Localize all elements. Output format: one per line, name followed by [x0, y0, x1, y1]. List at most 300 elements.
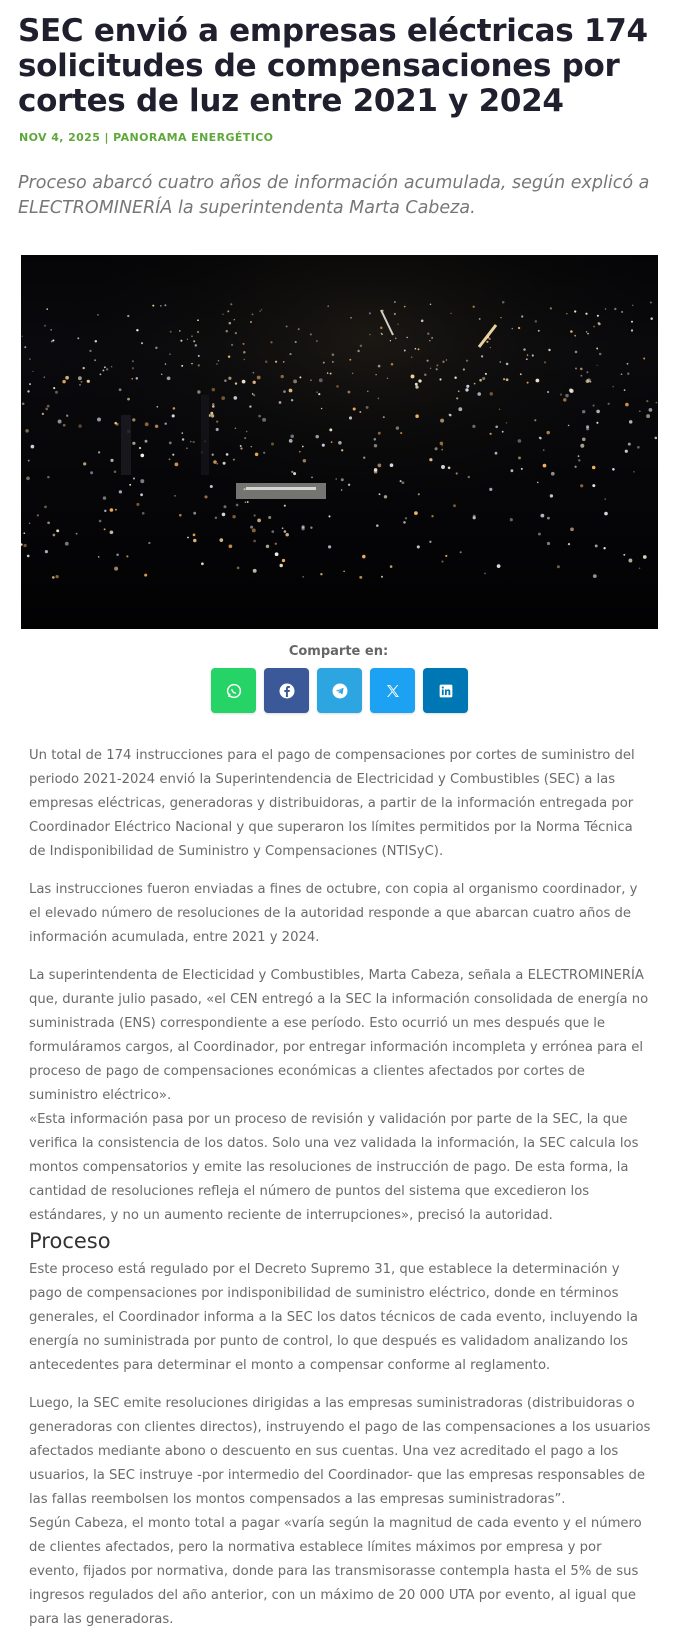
city-light [482, 377, 485, 380]
city-light [621, 311, 623, 313]
city-light [551, 472, 555, 476]
city-light [311, 477, 313, 479]
city-light [281, 375, 284, 378]
city-light [599, 353, 602, 356]
city-light [283, 361, 285, 363]
city-light [390, 565, 393, 568]
city-light [596, 410, 600, 414]
city-light [245, 501, 246, 502]
city-light [139, 447, 141, 449]
city-light [290, 435, 294, 439]
city-light [180, 340, 182, 342]
city-light [191, 363, 193, 365]
city-light [44, 506, 47, 509]
city-light [29, 523, 31, 525]
city-light [236, 504, 239, 507]
city-light [261, 309, 262, 310]
city-light [43, 376, 45, 378]
city-light [565, 394, 569, 398]
city-light [318, 393, 320, 395]
city-light [127, 315, 129, 317]
city-light [249, 405, 251, 407]
city-light [190, 441, 192, 443]
share-linkedin-button[interactable] [423, 668, 468, 713]
facebook-icon [278, 682, 296, 700]
city-light [257, 519, 261, 523]
city-light [578, 459, 580, 461]
city-light [347, 391, 350, 394]
city-light [179, 514, 182, 517]
city-light [322, 444, 325, 447]
city-light [655, 437, 658, 440]
city-light [582, 438, 586, 442]
city-light [22, 336, 23, 337]
city-light [229, 322, 232, 325]
city-light [97, 314, 99, 316]
city-light [465, 388, 468, 391]
city-light [271, 530, 274, 533]
city-light [110, 508, 114, 512]
city-light [132, 418, 135, 421]
city-light [621, 373, 623, 375]
city-light [378, 398, 380, 400]
city-light [500, 317, 501, 318]
city-light [568, 425, 570, 427]
city-light [27, 555, 30, 558]
city-light [198, 364, 200, 366]
city-light [628, 443, 631, 446]
city-light [45, 550, 48, 553]
city-light [271, 443, 274, 446]
article-subtitle: Proceso abarcó cuatro años de información acumulada, según explicó a ELECTROMINERÍA la superintendenta Marta Cabeza. [18, 173, 650, 218]
city-light [639, 410, 641, 412]
city-light [329, 428, 332, 431]
paragraph-4: «Esta información pasa por un proceso de revisión y validación por parte de la SEC, la que verifica la consistencia de los datos. Solo una vez validada la información, la SEC calcula los montos compensatorios y emite las resoluciones de instrucción de pago. De esta forma, la cantidad de resoluciones refleja el número de puntos del sistema que excedieron los estándares, y no un aumento reciente de interrupciones», precisó la autoridad. [29, 1112, 639, 1223]
city-light [440, 442, 444, 446]
article-meta: NOV 4, 2025 | PANORAMA ENERGÉTICO [19, 131, 274, 144]
city-light [414, 511, 418, 515]
city-light [360, 345, 362, 347]
city-light [499, 361, 501, 363]
city-light [378, 464, 382, 468]
city-light [349, 416, 352, 419]
city-light [289, 439, 293, 443]
city-light [381, 576, 383, 578]
city-light [394, 313, 396, 315]
city-light [415, 383, 418, 386]
city-light [44, 325, 46, 327]
city-light [395, 338, 397, 340]
city-light [502, 431, 504, 433]
city-light [538, 533, 541, 536]
city-light [446, 359, 447, 360]
city-light [87, 380, 90, 383]
city-light [479, 379, 482, 382]
city-light [132, 367, 134, 369]
city-light [211, 414, 214, 417]
city-light [45, 408, 48, 411]
city-light [31, 445, 35, 449]
city-light [303, 459, 307, 463]
city-light [394, 301, 396, 303]
city-light [182, 438, 184, 440]
city-light [391, 363, 394, 366]
city-light [257, 376, 261, 380]
city-light [510, 518, 513, 521]
city-light [104, 510, 106, 512]
city-light [328, 545, 331, 548]
city-light [352, 373, 353, 374]
city-light [235, 428, 237, 430]
city-light [119, 490, 122, 493]
city-light [136, 329, 138, 331]
city-light [42, 413, 44, 415]
city-light [136, 503, 139, 506]
city-light [540, 514, 544, 518]
city-light [106, 368, 108, 370]
city-light [442, 445, 443, 446]
city-light [341, 489, 342, 490]
city-light [563, 398, 566, 401]
city-light [53, 387, 55, 389]
city-light [268, 516, 271, 519]
city-light [310, 333, 312, 335]
city-light [379, 493, 381, 495]
city-light [233, 459, 235, 461]
city-light [479, 318, 481, 320]
city-light [37, 514, 39, 516]
city-light [450, 313, 451, 314]
city-light [468, 476, 471, 479]
city-light [328, 515, 330, 517]
city-light [310, 379, 312, 381]
city-light [115, 509, 117, 511]
city-light [560, 394, 562, 396]
city-light [580, 375, 582, 377]
city-light [132, 442, 135, 445]
city-light [592, 484, 595, 487]
city-light [631, 329, 633, 331]
city-light [247, 501, 249, 503]
city-light [435, 447, 438, 450]
city-light [415, 348, 417, 350]
city-light [22, 402, 25, 405]
city-light [633, 471, 635, 473]
city-light [95, 340, 98, 343]
city-light [335, 478, 337, 480]
city-light [193, 512, 196, 515]
city-light [235, 332, 237, 334]
city-light [250, 321, 252, 323]
city-light [210, 485, 213, 488]
city-light [222, 314, 223, 315]
city-light [338, 441, 342, 445]
city-light [164, 422, 166, 424]
city-light [527, 382, 529, 384]
city-light [378, 365, 381, 368]
city-light [646, 400, 648, 402]
city-light [369, 334, 371, 336]
city-light [348, 484, 350, 486]
share-facebook-button[interactable] [264, 668, 309, 713]
city-light [387, 378, 389, 380]
city-light [212, 405, 215, 408]
city-light [285, 533, 288, 536]
city-light [521, 315, 523, 317]
city-light [332, 353, 335, 356]
city-light [384, 495, 387, 498]
city-light [454, 376, 456, 378]
city-light [327, 372, 328, 373]
x-icon [384, 682, 402, 700]
city-light [506, 422, 508, 424]
city-light [289, 389, 293, 393]
city-light [234, 319, 236, 321]
city-light [637, 446, 640, 449]
city-light [244, 437, 246, 439]
city-light [165, 363, 166, 364]
city-light [302, 446, 304, 448]
city-light [104, 528, 106, 530]
city-light [23, 532, 25, 534]
city-light [539, 437, 541, 439]
city-light [284, 505, 286, 507]
city-light [404, 306, 406, 308]
city-light [497, 564, 501, 568]
city-light [448, 466, 451, 469]
city-light [231, 344, 233, 346]
city-light [58, 420, 62, 424]
city-light [228, 355, 230, 357]
share-buttons [211, 668, 468, 713]
city-light [218, 360, 219, 361]
city-light [216, 463, 218, 465]
city-light [586, 427, 589, 430]
city-light [140, 454, 144, 458]
city-light [161, 374, 163, 376]
city-light [175, 463, 179, 467]
city-light [223, 462, 226, 465]
city-light [441, 465, 445, 469]
city-light [574, 466, 576, 468]
city-light [55, 575, 58, 578]
city-light [527, 354, 529, 356]
city-light [52, 576, 55, 579]
city-light [536, 379, 540, 383]
city-light [458, 407, 462, 411]
city-light [263, 452, 265, 454]
city-light [28, 460, 30, 462]
city-light [547, 391, 549, 393]
city-light [244, 359, 245, 360]
city-light [47, 521, 50, 524]
city-light [83, 462, 86, 465]
city-light [201, 562, 204, 565]
city-light [169, 353, 170, 354]
city-light [330, 373, 332, 375]
city-light [485, 373, 487, 375]
city-light [76, 533, 78, 535]
city-light [56, 529, 59, 532]
city-light [169, 442, 172, 445]
whatsapp-icon [225, 682, 243, 700]
city-light [623, 554, 625, 556]
city-light [512, 328, 514, 330]
city-light [275, 552, 279, 556]
city-light [429, 340, 430, 341]
city-light [279, 564, 282, 567]
city-light [453, 504, 456, 507]
city-light [506, 378, 509, 381]
city-light [593, 574, 597, 578]
share-label: Comparte en: [288, 644, 389, 659]
city-light [295, 341, 297, 343]
city-light [586, 371, 588, 373]
article-title: SEC envió a empresas eléctricas 174 solicitudes de compensaciones por cortes de luz entre 2021 y 2024 [18, 13, 648, 119]
city-light [369, 312, 371, 314]
city-light [625, 403, 629, 407]
share-telegram-button[interactable] [317, 668, 362, 713]
city-light [534, 419, 536, 421]
city-light [47, 476, 50, 479]
city-light [65, 376, 69, 380]
city-light [575, 351, 578, 354]
city-light [259, 310, 260, 311]
city-light [585, 313, 587, 315]
city-light [140, 493, 143, 496]
city-light [167, 376, 171, 380]
city-light [181, 365, 183, 367]
city-light [547, 517, 550, 520]
city-light [568, 543, 570, 545]
city-light [574, 335, 576, 337]
city-light [174, 495, 176, 497]
city-light [216, 428, 219, 431]
city-light [607, 403, 609, 405]
city-light [586, 331, 587, 332]
city-light [499, 409, 501, 411]
city-light [643, 358, 645, 360]
city-light [193, 534, 196, 537]
city-light [538, 330, 540, 332]
city-light [173, 407, 176, 410]
city-light [383, 416, 385, 418]
city-light [603, 547, 605, 549]
city-light [341, 478, 344, 481]
city-light [195, 344, 198, 347]
city-light [546, 431, 549, 434]
city-light [319, 378, 323, 382]
city-light [604, 512, 608, 516]
city-light [246, 431, 248, 433]
city-light [544, 361, 546, 363]
hero-image-night-city [21, 255, 658, 629]
city-light [380, 327, 383, 330]
city-light [349, 359, 351, 361]
city-light [404, 350, 406, 352]
city-light [523, 348, 525, 350]
city-light [628, 559, 632, 563]
city-light [270, 341, 272, 343]
share-whatsapp-button[interactable] [211, 668, 256, 713]
city-light [129, 484, 131, 486]
city-light [449, 414, 451, 416]
city-light [526, 358, 528, 360]
linkedin-icon [437, 682, 455, 700]
city-light [595, 544, 598, 547]
city-light [604, 498, 606, 500]
city-light [411, 374, 415, 378]
city-light [282, 559, 285, 562]
share-x-button[interactable] [370, 668, 415, 713]
city-light [575, 368, 577, 370]
city-light [518, 456, 521, 459]
city-light [197, 319, 199, 321]
city-light [145, 422, 149, 426]
city-light [152, 305, 154, 307]
city-light [119, 388, 122, 391]
city-light [612, 468, 615, 471]
city-light [181, 432, 183, 434]
city-light [243, 351, 246, 354]
city-light [612, 386, 614, 388]
city-light [627, 373, 629, 375]
city-light [350, 317, 352, 319]
night-city-illustration [21, 255, 658, 629]
paragraph-3: La superintendenta de Electicidad y Combustibles, Marta Cabeza, señala a ELECTROMINERÍA que, durante julio pasado, «el CEN entregó a la SEC la información consolidada de energía no suministrada (ENS) correspondiente a ese período. Esto ocurrió un mes después que le formuláramos cargos, al Coordinador, por entregar información incompleta y errónea para el proceso de pago de compensaciones económicas a clientes afectados por cortes de suministro eléctrico». [29, 968, 649, 1103]
city-light [81, 381, 83, 383]
city-light [98, 556, 100, 558]
city-light [597, 365, 598, 366]
city-light [643, 555, 647, 559]
city-light [148, 542, 150, 544]
city-light [582, 410, 585, 413]
city-light [127, 398, 130, 401]
city-light [390, 340, 391, 341]
city-light [193, 539, 197, 543]
city-light [566, 313, 567, 314]
city-light [82, 367, 84, 369]
city-light [258, 415, 261, 418]
city-light [98, 451, 100, 453]
city-light [291, 471, 293, 473]
city-light [172, 454, 174, 456]
city-light [458, 390, 460, 392]
city-light [596, 422, 598, 424]
city-light [252, 528, 256, 532]
city-light [593, 405, 595, 407]
city-light [110, 459, 113, 462]
city-light [550, 307, 552, 309]
city-light [310, 527, 312, 529]
city-light [253, 569, 257, 573]
city-light [463, 368, 465, 370]
city-light [397, 323, 398, 324]
city-light [639, 567, 641, 569]
city-light [646, 414, 650, 418]
city-light [216, 363, 217, 364]
paragraph-7: Según Cabeza, el monto total a pagar «varía según la magnitud de cada evento y el número de clientes afectados, pero la normativa establece límites máximos por empresa y por evento, fijados por normativa, donde para las transmisorasse contempla hasta el 5% de sus ingresos regulados del año anterior, con un máximo de 20 000 UTA por evento, al igual que para las generadoras. [29, 1516, 642, 1627]
city-light [381, 334, 383, 336]
city-light [439, 378, 441, 380]
city-light [532, 354, 534, 356]
city-light [578, 455, 580, 457]
city-light [592, 466, 596, 470]
city-light [286, 325, 288, 327]
city-light [374, 468, 377, 471]
city-light [477, 392, 481, 396]
city-light [253, 372, 255, 374]
